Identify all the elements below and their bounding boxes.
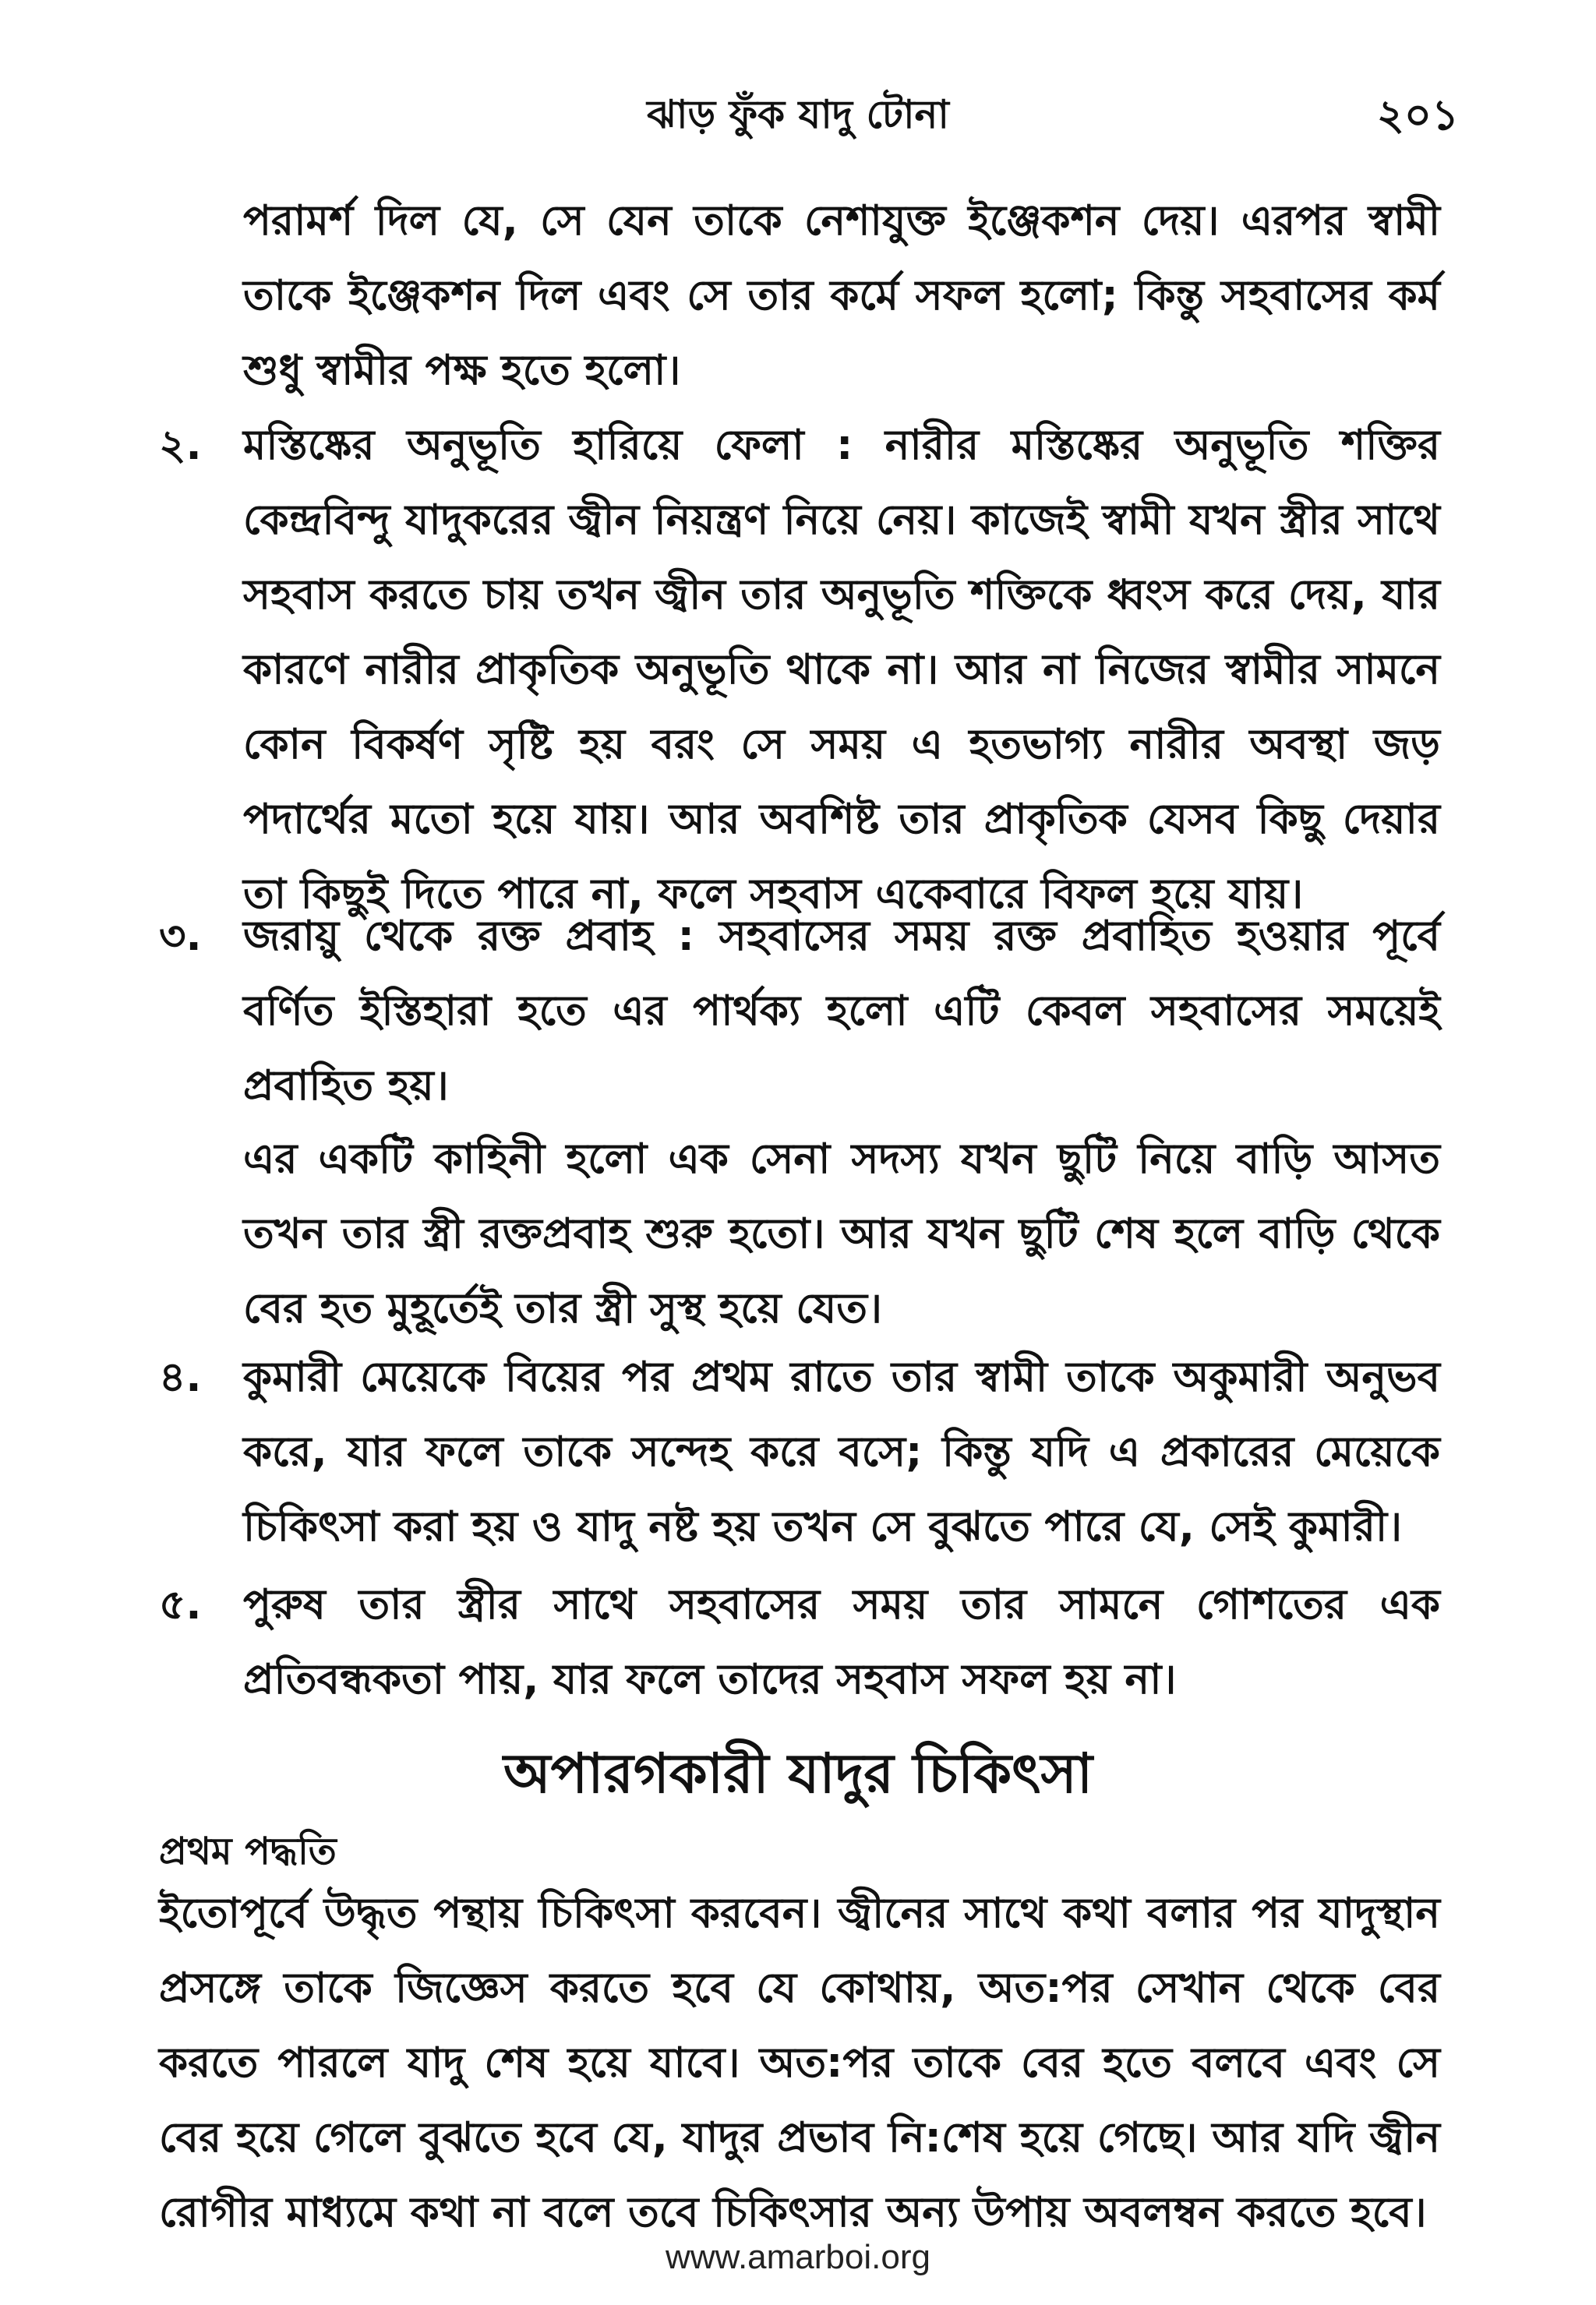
list-item-number: ৩. [159,912,202,960]
list-item-body [243,408,1440,932]
book-title: ঝাড় ফুঁক যাদু টোনা [647,92,949,137]
list-item-lead: জরায়ু থেকে রক্ত প্রবাহ : [243,912,694,960]
method-paragraph: ইতোপূর্বে উদ্ধৃত পন্থায় চিকিৎসা করবেন। জ্বীনের সাথে কথা বলার পর যাদুস্থান প্রসঙ্গে তাকে জিজ্ঞেস করতে হবে যে কোথায়, অত:পর সেখান থেকে বের করতে পারলে যাদু শেষ হয়ে যাবে। অত:পর তাকে বের হতে বলবে এবং সে বের হয়ে গেলে বুঝতে হবে যে, যাদুর প্রভাব নি:শেষ হয়ে গেছে। আর যদি জ্বীন রোগীর মাধ্যমে কথা না বলে তবে চিকিৎসার অন্য উপায় অবলম্বন করতে হবে। [159,1890,1440,2236]
list-item-text: নারীর মস্তিষ্কের অনুভূতি শক্তির কেন্দ্রবিন্দু যাদুকরের জ্বীন নিয়ন্ত্রণ নিয়ে নেয়। কাজেই স্বামী যখন স্ত্রীর সাথে সহবাস করতে চায় তখন জ্বীন তার অনুভূতি শক্তিকে ধ্বংস করে দেয়, যার কারণে নারীর প্রাকৃতিক অনুভূতি থাকে না। আর না নিজের স্বামীর সামনে কোন বিকর্ষণ সৃষ্টি হয় বরং সে সময় এ হতভাগ্য নারীর অবস্থা জড় পদার্থের মতো হয়ে যায়। আর অবশিষ্ট তার প্রাকৃতিক যেসব কিছু দেয়ার তা কিছুই দিতে পারে না, ফলে সহবাস একেবারে বিফল হয়ে যায়। [243,422,1440,918]
list-item-lead: মস্তিষ্কের অনুভূতি হারিয়ে ফেলা : [243,422,853,469]
list-item-number: ২. [159,422,202,469]
list-item-text: সহবাসের সময় রক্ত প্রবাহিত হওয়ার পূর্বে বর্ণিত ইস্তিহারা হতে এর পার্থক্য হলো এটি কেবল সহবাসের সময়েই প্রবাহিত হয়। [243,912,1440,1110]
list-item-number: ৪. [159,1354,202,1401]
subheading: প্রথম পদ্ধতি [159,1830,337,1873]
intro-paragraph: পরামর্শ দিল যে, সে যেন তাকে নেশাযুক্ত ইঞ্জেকশন দেয়। এরপর স্বামী তাকে ইঞ্জেকশন দিল এবং সে তার কর্মে সফল হলো; কিন্তু সহবাসের কর্ম শুধু স্বামীর পক্ষ হতে হলো। [243,197,1440,394]
list-item-text: কুমারী মেয়েকে বিয়ের পর প্রথম রাতে তার স্বামী তাকে অকুমারী অনুভব করে, যার ফলে তাকে সন্দেহ করে বসে; কিন্তু যদি এ প্রকারের মেয়েকে চিকিৎসা করা হয় ও যাদু নষ্ট হয় তখন সে বুঝতে পারে যে, সেই কুমারী। [243,1354,1440,1551]
footer-url: www.amarboi.org [666,2238,930,2276]
list-item-text: পুরুষ তার স্ত্রীর সাথে সহবাসের সময় তার সামনে গোশতের এক প্রতিবন্ধকতা পায়, যার ফলে তাদের সহবাস সফল হয় না। [243,1581,1440,1703]
story-paragraph: এর একটি কাহিনী হলো এক সেনা সদস্য যখন ছুটি নিয়ে বাড়ি আসত তখন তার স্ত্রী রক্তপ্রবাহ শুরু হতো। আর যখন ছুটি শেষ হলে বাড়ি থেকে বের হত মুহূর্তেই তার স্ত্রী সুস্থ হয়ে যেত। [243,1135,1440,1333]
page-number: ২০১ [1376,90,1459,139]
list-item-body [243,899,1440,1124]
list-item-number: ৫. [159,1581,202,1629]
section-heading: অপারগকারী যাদুর চিকিৎসা [503,1742,1093,1806]
running-header [0,72,1596,142]
